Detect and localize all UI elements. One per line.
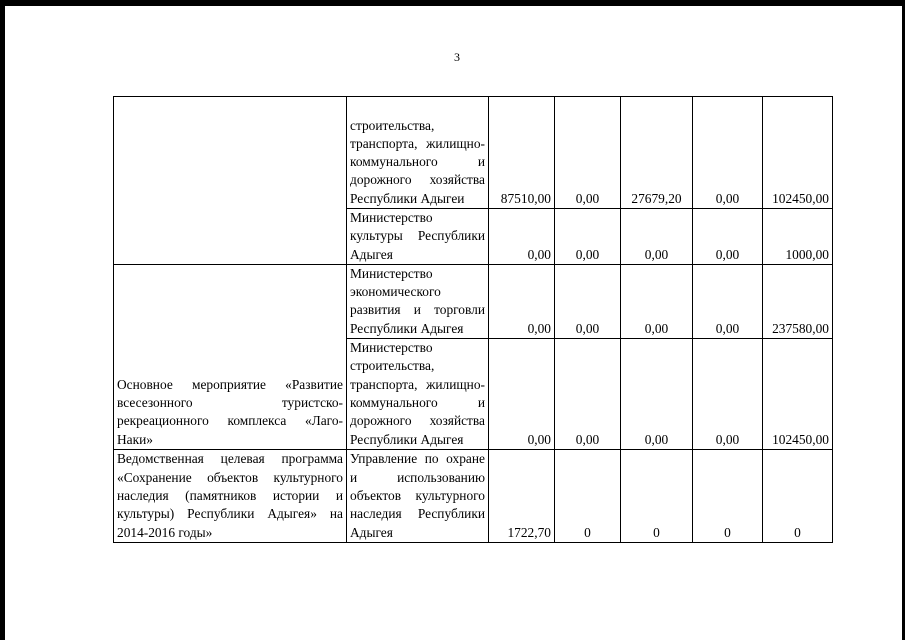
scan-border-top [0, 0, 905, 6]
value-cell: 1722,70 [489, 449, 555, 542]
funding-table [113, 96, 833, 543]
scan-border-left [0, 0, 5, 640]
executor-cell: Министерство культуры Республики Адыгея [347, 209, 489, 265]
value-cell: 0 [693, 449, 763, 542]
value-cell: 0 [555, 449, 621, 542]
value-cell: 87510,00 [489, 97, 555, 209]
executor-cell: Министерство экономического развития и торговли Республики Адыгея [347, 264, 489, 338]
value-cell: 0,00 [489, 209, 555, 265]
executor-cell: строительства, транспорта, жилищно-коммунального и дорожного хозяйства Республики Адыгеи [347, 97, 489, 209]
value-cell: 0,00 [693, 264, 763, 338]
value-cell: 0,00 [555, 264, 621, 338]
table-row [114, 264, 833, 338]
value-cell: 237580,00 [763, 264, 833, 338]
value-cell: 0,00 [489, 339, 555, 450]
value-cell: 0,00 [621, 339, 693, 450]
value-cell: 0,00 [693, 97, 763, 209]
value-cell: 1000,00 [763, 209, 833, 265]
measure-cell: Ведомственная целевая программа «Сохранение объектов культурного наследия (памятников истории и культуры) Республики Адыгея» на 2014-2016 годы» [114, 449, 347, 542]
value-cell: 0,00 [555, 209, 621, 265]
executor-cell: Министерство строительства, транспорта, жилищно-коммунального и дорожного хозяйства Республики Адыгея [347, 339, 489, 450]
value-cell: 0,00 [555, 339, 621, 450]
value-cell: 0 [763, 449, 833, 542]
value-cell: 0,00 [555, 97, 621, 209]
table-row [114, 449, 833, 542]
measure-cell [114, 97, 347, 265]
value-cell: 0,00 [693, 209, 763, 265]
value-cell: 27679,20 [621, 97, 693, 209]
value-cell: 0 [621, 449, 693, 542]
value-cell: 0,00 [621, 209, 693, 265]
executor-cell: Управление по охране и использованию объектов культурного наследия Республики Адыгея [347, 449, 489, 542]
value-cell: 102450,00 [763, 97, 833, 209]
measure-cell: Основное мероприятие «Развитие всесезонного туристско-рекреационного комплекса «Лаго-Наки» [114, 264, 347, 449]
table-row [114, 97, 833, 209]
page-number: 3 [454, 50, 460, 64]
value-cell: 102450,00 [763, 339, 833, 450]
value-cell: 0,00 [621, 264, 693, 338]
value-cell: 0,00 [693, 339, 763, 450]
value-cell: 0,00 [489, 264, 555, 338]
